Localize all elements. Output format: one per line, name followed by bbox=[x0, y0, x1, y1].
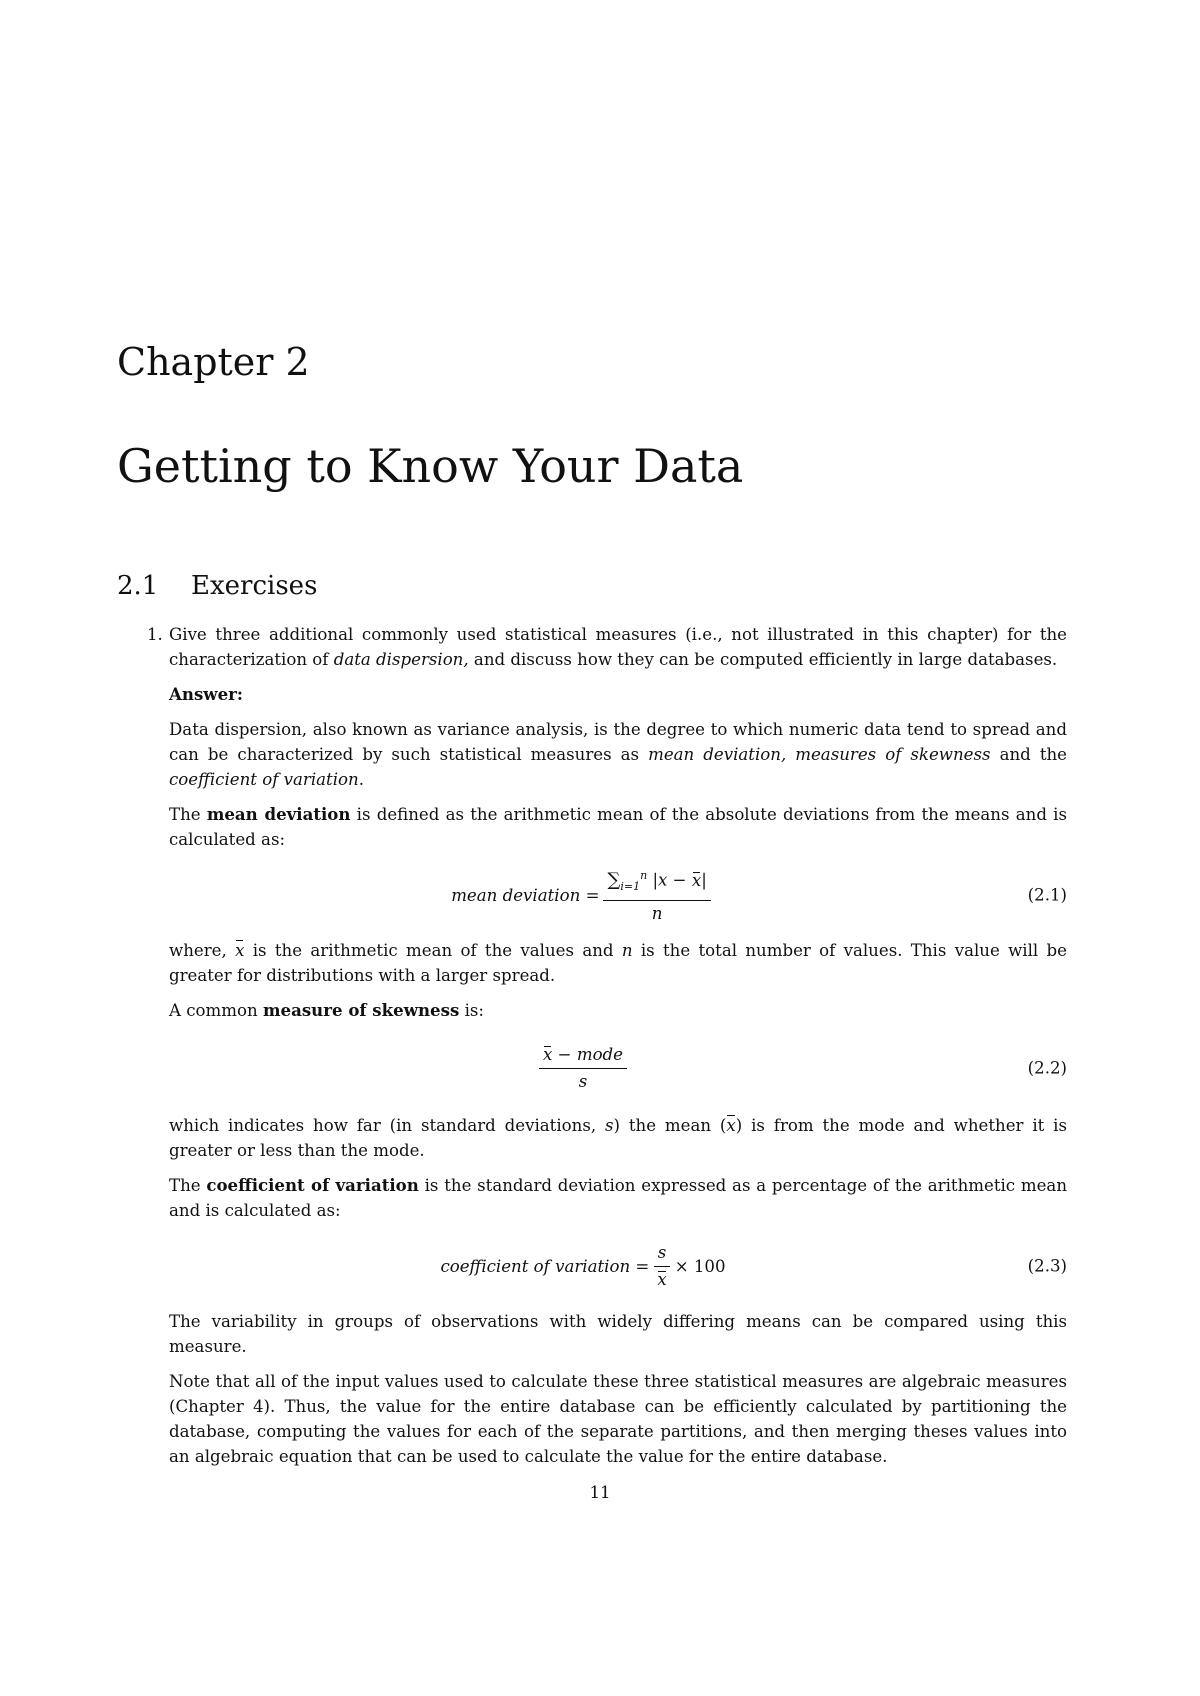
exercise-number: 1. bbox=[147, 625, 163, 644]
section-heading bbox=[117, 570, 317, 602]
chapter-label: Chapter 2 bbox=[117, 340, 310, 384]
chapter-title: Getting to Know Your Data bbox=[117, 439, 744, 493]
exercise-content bbox=[117, 622, 1067, 1479]
paragraph-dispersion: Data dispersion, also known as variance analysis, is the degree to which numeric data tend to spread and can be characterized by such statistical measures as mean deviation, measures of skewness and the coefficient of variation. bbox=[169, 720, 1067, 789]
exercise-question: Give three additional commonly used statistical measures (i.e., not illustrated in this chapter) for the characterization of data dispersion, and discuss how they can be computed efficiently in large databases. bbox=[169, 625, 1067, 669]
equation-number: (2.3) bbox=[1027, 1256, 1067, 1276]
equation-2-2: $\frac{\text{x − mode}}{s}$ (2.2) bbox=[169, 1037, 1067, 1099]
equation-2-3: coefficient of variation = $\frac{s}{x}$ × 100 (2.3) bbox=[440, 1242, 1067, 1289]
exercise-item bbox=[117, 622, 1067, 1469]
section-title: Exercises bbox=[191, 571, 318, 601]
equation-number: (2.2) bbox=[1027, 1058, 1067, 1078]
paragraph-mean-deviation: The mean deviation is defined as the arithmetic mean of the absolute deviations from the means and is calculated as: bbox=[169, 804, 1067, 849]
section-number: 2.1 bbox=[117, 571, 159, 601]
page-number: 11 bbox=[589, 1483, 611, 1502]
paragraph-coefficient: The coefficient of variation is the standard deviation expressed as a percentage of the arithmetic mean and is calculated as: bbox=[169, 1175, 1068, 1220]
equation-number: (2.1) bbox=[1027, 885, 1067, 905]
paragraph-variability: The variability in groups of observations with widely differing means can be compared using this measure. bbox=[169, 1312, 1067, 1356]
paragraph-note: Note that all of the input values used to calculate these three statistical measures are algebraic measures (Chapter 4). Thus, the value for the entire database can be efficiently calculated by partitioning the database, computing the values for each of the separate partitions, and then merging theses values into an algebraic equation that can be used to calculate the value for the entire database. bbox=[169, 1372, 1067, 1466]
paragraph-where: where, x is the arithmetic mean of the values and n is the total number of values. This value will be greater for distributions with a larger spread. bbox=[169, 938, 1067, 988]
paragraph-skewness: A common measure of skewness is: bbox=[169, 1000, 484, 1020]
equation-2-1: mean deviation = $\frac{\sum_{i=1}^n |x - x|}{n}$ (2.1) bbox=[169, 866, 1067, 924]
answer-label: Answer: bbox=[169, 684, 243, 704]
paragraph-indicates: which indicates how far (in standard deviations, s) the mean (x) is from the mode and whether it is greater or less than the mode. bbox=[169, 1113, 1067, 1163]
